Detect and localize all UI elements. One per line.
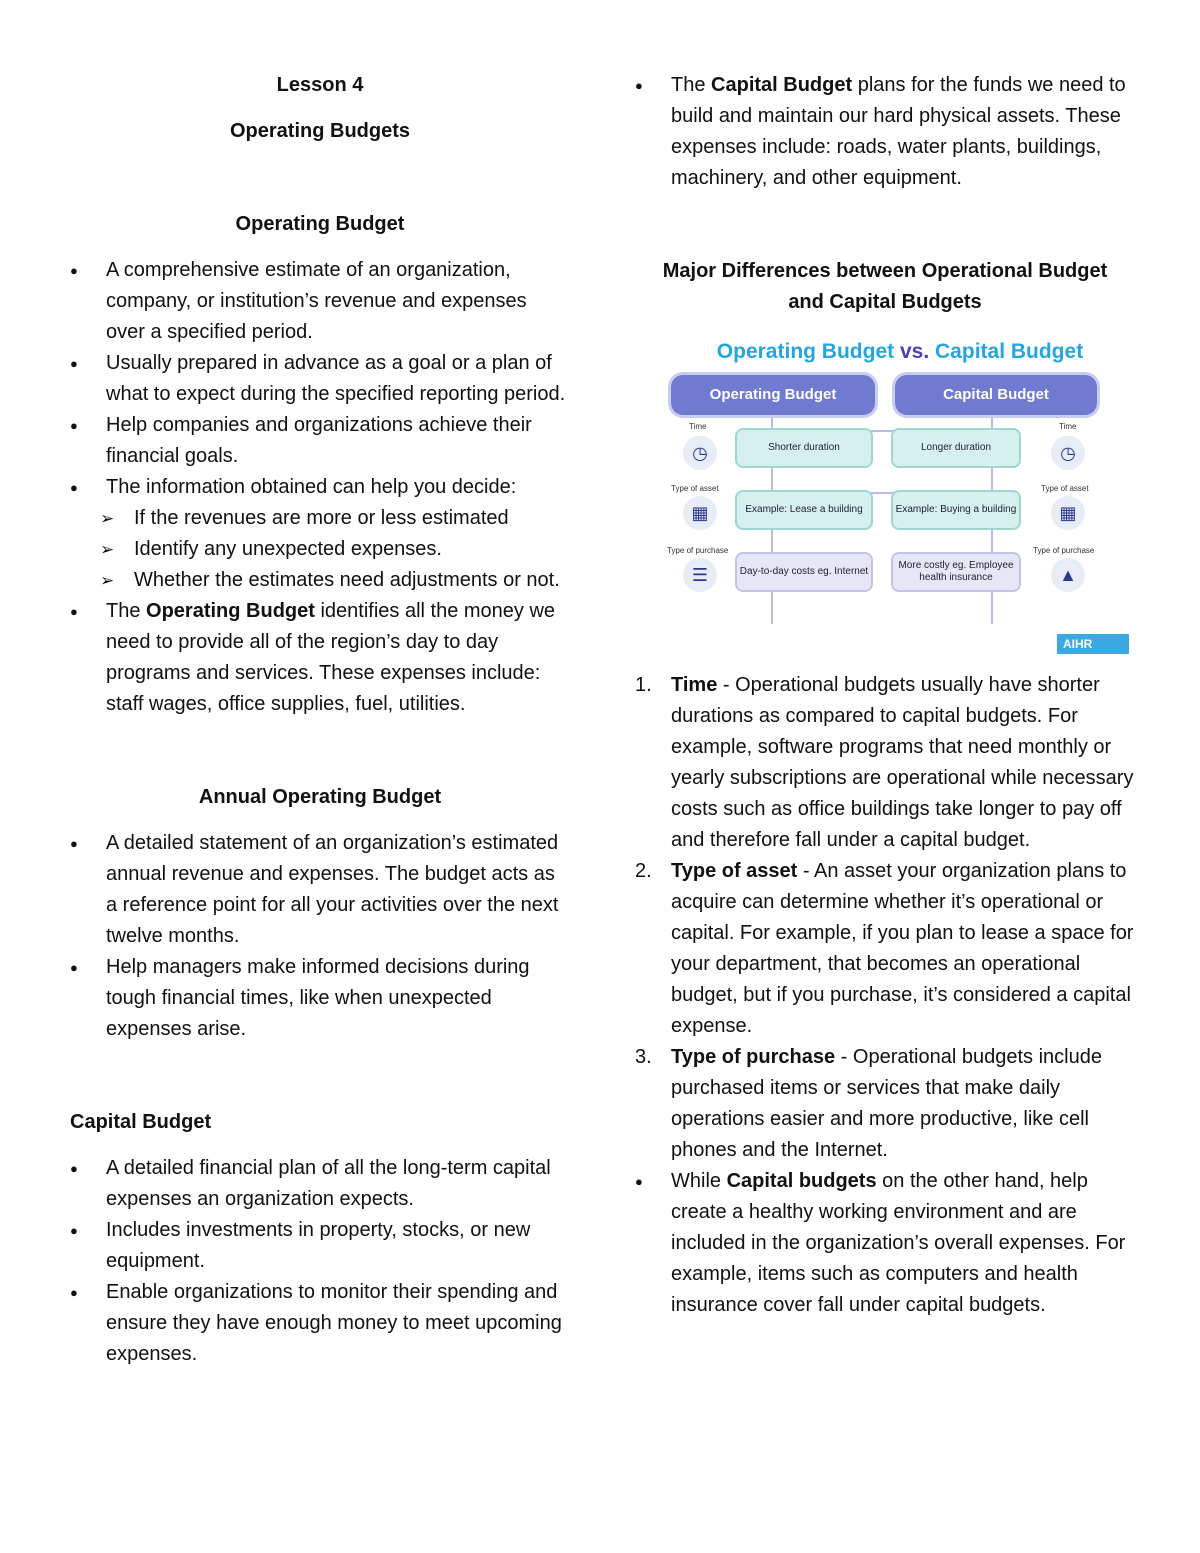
capital-purchase-box: More costly eg. Employee health insurance [891,552,1021,592]
list-item: ● A comprehensive estimate of an organization, company, or institution’s revenue and expenses over a specified period. [70,255,570,348]
sub-list-item: ➢ If the revenues are more or less estimated [70,503,570,534]
time-label-left: Time [689,422,707,431]
list-item: ● Enable organizations to monitor their spending and ensure they have enough money to meet upcoming expenses. [70,1277,570,1370]
capital-time-box: Longer duration [891,428,1021,468]
list-item: ● The Operating Budget identifies all the money we need to provide all of the region’s day to day programs and services. These expenses include: staff wages, office supplies, fuel, utilities. [70,596,570,720]
differences-heading: Major Differences between Operational Budget and Capital Budgets [662,260,1108,313]
list-item: ● A detailed financial plan of all the long-term capital expenses an organization expects. [70,1153,570,1215]
operating-time-box: Shorter duration [735,428,873,468]
sub-list-item: ➢ Whether the estimates need adjustments or not. [70,565,570,596]
document-title: Operating Budgets [229,120,410,142]
operating-purchase-box: Day-to-day costs eg. Internet [735,552,873,592]
list-item: ● Usually prepared in advance as a goal or a plan of what to expect during the specified reporting period. [70,348,570,410]
operating-asset-box: Example: Lease a building [735,490,873,530]
clock-icon: ◷ [683,436,717,470]
capital-intro-list [635,70,1135,194]
final-list [635,1166,1135,1321]
aihr-logo: AIHR [1057,634,1129,654]
asset-label-left: Type of asset [671,484,719,493]
factory-icon: ▲ [1051,558,1085,592]
annual-budget-heading: Annual Operating Budget [198,786,442,808]
capital-asset-box: Example: Buying a building [891,490,1021,530]
lesson-number: Lesson 4 [276,74,364,96]
list-item: ● The information obtained can help you decide: [70,472,570,503]
purchase-label-right: Type of purchase [1033,546,1095,555]
annual-budget-list [70,828,570,1045]
list-item: ● Help companies and organizations achieve their financial goals. [70,410,570,472]
right-column [635,68,1135,1321]
capital-budget-heading: Capital Budget [70,1111,212,1133]
list-item: 3. Type of purchase - Operational budgets include purchased items or services that make daily operations easier and more productive, like cell phones and the Internet. [635,1046,1102,1161]
infographic-title: Operating Budget vs. Capital Budget [716,340,1084,363]
left-column [70,68,570,1370]
operating-budget-heading: Operating Budget [235,213,405,235]
time-label-right: Time [1059,422,1077,431]
purchase-label-left: Type of purchase [667,546,729,555]
list-item: ● Help managers make informed decisions during tough financial times, like when unexpected expenses arise. [70,952,570,1045]
list-item: ● The Capital Budget plans for the funds we need to build and maintain our hard physical assets. These expenses include: roads, water plants, buildings, machinery, and other equipment. [635,70,1135,194]
list-item: 1. Time - Operational budgets usually have shorter durations as compared to capital budgets. For example, software programs that need monthly or yearly subscriptions are operational while necessary costs such as office buildings take longer to pay off and therefore fall under a capital budget. [635,674,1134,851]
budget-comparison-infographic [665,332,1135,654]
list-item: 2. Type of asset - An asset your organization plans to acquire can determine whether it’s operational or capital. For example, if you plan to lease a space for your department, that becomes an operational budget, but if you purchase, it’s considered a capital expense. [635,860,1134,1037]
capital-budget-column-header: Capital Budget [895,375,1097,415]
building-icon: ▦ [683,496,717,530]
clock-icon: ◷ [1051,436,1085,470]
building-icon: ▦ [1051,496,1085,530]
receipt-icon: ☰ [683,558,717,592]
operating-budget-list [70,255,570,720]
capital-budget-list [70,1153,570,1370]
list-item: ● Includes investments in property, stocks, or new equipment. [70,1215,570,1277]
sub-list-item: ➢ Identify any unexpected expenses. [70,534,570,565]
asset-label-right: Type of asset [1041,484,1089,493]
list-item: ● While Capital budgets on the other hand, help create a healthy working environment and are included in the organization’s overall expenses. For example, items such as computers and health insurance cover fall under capital budgets. [635,1166,1135,1321]
operating-budget-column-header: Operating Budget [671,375,875,415]
differences-list [635,670,1135,1166]
list-item: ● A detailed statement of an organization’s estimated annual revenue and expenses. The budget acts as a reference point for all your activities over the next twelve months. [70,828,570,952]
